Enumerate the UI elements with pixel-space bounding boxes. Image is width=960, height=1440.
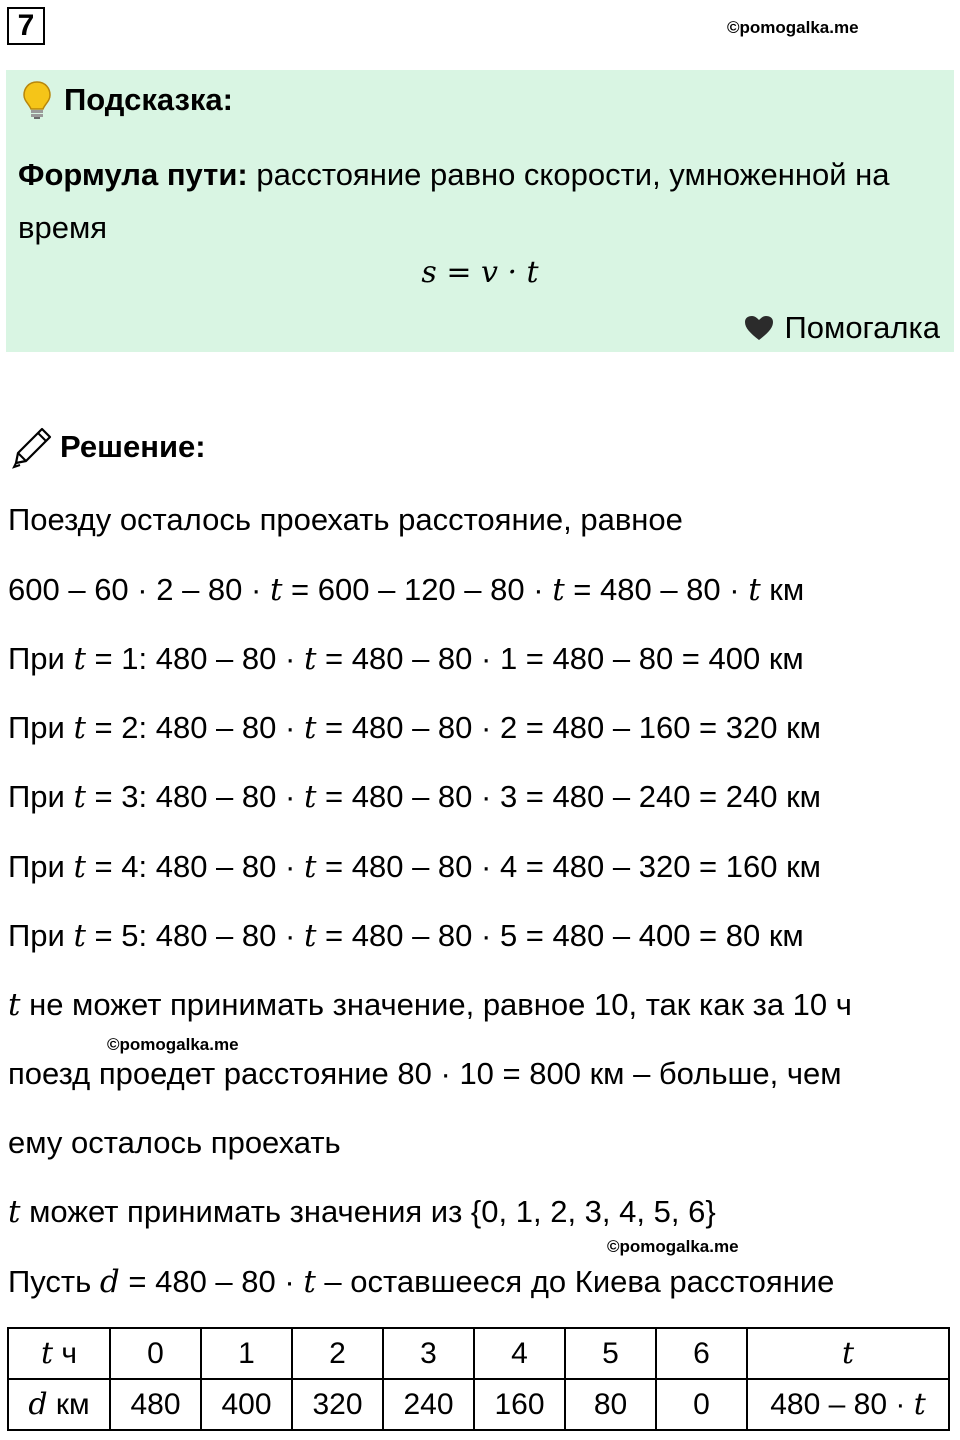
table-cell: 320: [292, 1379, 383, 1430]
var-t: t: [303, 849, 317, 885]
case-prefix: При: [8, 710, 74, 745]
table-cell: 0: [656, 1379, 747, 1430]
expr-part: = 600 – 120 – 80 ·: [282, 572, 553, 607]
let-text: – оставшееся до Киева расстояние: [315, 1264, 835, 1299]
var-t: t: [748, 572, 761, 608]
var-t: t: [841, 1336, 855, 1371]
table-cell: 160: [474, 1379, 565, 1430]
case-prefix: При: [8, 779, 74, 814]
case-head: = 5: 480 – 80 ·: [85, 918, 304, 953]
note-line: [8, 985, 852, 1025]
table-cell: 80: [565, 1379, 656, 1430]
table-cell: 480: [110, 1379, 201, 1430]
let-text: Пусть: [8, 1264, 100, 1299]
table-cell: [747, 1379, 949, 1430]
case-prefix: При: [8, 849, 74, 884]
case-tail: = 480 – 80 · 1 = 480 – 80 = 400 км: [316, 641, 804, 676]
case-line: [8, 777, 821, 817]
solution-title-text: Решение:: [60, 429, 206, 464]
table-header-t: [8, 1328, 110, 1379]
watermark-bottom: ©pomogalka.me: [607, 1237, 739, 1256]
var-t: t: [303, 1264, 316, 1300]
var-t: t: [40, 1336, 54, 1371]
var-t: t: [552, 572, 565, 608]
watermark-top: ©pomogalka.me: [727, 18, 859, 37]
lightbulb-icon: [22, 80, 52, 120]
table-cell: 5: [565, 1328, 656, 1379]
formula-label: Формула пути:: [18, 157, 248, 192]
solution-intro: Поезду осталось проехать расстояние, равное: [8, 502, 683, 537]
solution-expression: [8, 570, 804, 610]
table-cell: 2: [292, 1328, 383, 1379]
table-cell: 0: [110, 1328, 201, 1379]
formula: s = v · t: [421, 255, 539, 290]
note-line: поезд проедет расстояние 80 · 10 = 800 км – больше, чем: [8, 1056, 842, 1091]
table-cell: 400: [201, 1379, 292, 1430]
var-t: t: [303, 710, 317, 746]
var-t: t: [269, 572, 283, 608]
formula-part: 480 – 80 ·: [770, 1388, 914, 1421]
var-t: t: [73, 849, 86, 885]
domain-line: [8, 1192, 716, 1232]
case-tail: = 480 – 80 · 2 = 480 – 160 = 320 км: [316, 710, 821, 745]
var-t: t: [303, 779, 317, 815]
table-cell: 1: [201, 1328, 292, 1379]
var-d: d: [99, 1264, 120, 1300]
expr-part: = 480 – 80 ·: [564, 572, 749, 607]
case-tail: = 480 – 80 · 5 = 480 – 400 = 80 км: [316, 918, 804, 953]
case-head: = 4: 480 – 80 ·: [85, 849, 304, 884]
var-t: t: [73, 710, 86, 746]
problem-number: 7: [7, 7, 45, 45]
note-text: не может принимать значение, равное 10, так как за 10 ч: [20, 987, 852, 1022]
table-cell: 240: [383, 1379, 474, 1430]
solution-title: [10, 425, 206, 469]
heart-icon: [744, 315, 774, 341]
table-cell: 4: [474, 1328, 565, 1379]
unit: ч: [53, 1337, 78, 1370]
domain-text: может принимать значения из {0, 1, 2, 3, 4, 5, 6}: [20, 1194, 716, 1229]
var-t: t: [303, 641, 317, 677]
expr-part: 600 – 60 · 2 – 80 ·: [8, 572, 270, 607]
table-cell: 3: [383, 1328, 474, 1379]
table-cell: 6: [656, 1328, 747, 1379]
hint-title: [22, 80, 233, 120]
case-line: [8, 639, 804, 679]
case-head: = 2: 480 – 80 ·: [85, 710, 304, 745]
table-row-d: [8, 1379, 949, 1430]
expr-part: км: [760, 572, 805, 607]
var-t: t: [73, 641, 86, 677]
case-tail: = 480 – 80 · 3 = 480 – 240 = 240 км: [316, 779, 821, 814]
note-line: ему осталось проехать: [8, 1125, 341, 1160]
hint-body: [18, 148, 948, 254]
case-prefix: При: [8, 641, 74, 676]
var-t: t: [8, 987, 21, 1023]
var-t: t: [73, 918, 86, 954]
case-prefix: При: [8, 918, 74, 953]
case-head: = 1: 480 – 80 ·: [85, 641, 304, 676]
var-d: d: [28, 1387, 48, 1422]
brand: [744, 310, 940, 346]
case-tail: = 480 – 80 · 4 = 480 – 320 = 160 км: [316, 849, 821, 884]
watermark-middle: ©pomogalka.me: [107, 1035, 239, 1054]
let-text: = 480 – 80 ·: [119, 1264, 304, 1299]
unit: км: [47, 1388, 90, 1421]
hint-title-text: Подсказка:: [64, 82, 233, 117]
var-t: t: [913, 1387, 926, 1422]
let-line: [8, 1262, 834, 1302]
table-row-t: [8, 1328, 949, 1379]
case-line: [8, 847, 821, 887]
case-line: [8, 708, 821, 748]
table-header-d: [8, 1379, 110, 1430]
formula-text: расстояние равно скорости, умноженной на время: [18, 157, 890, 245]
values-table: [7, 1327, 950, 1431]
var-t: t: [73, 779, 86, 815]
case-line: [8, 916, 804, 956]
var-t: t: [303, 918, 317, 954]
table-cell: [747, 1328, 949, 1379]
var-t: t: [8, 1194, 21, 1230]
brand-text: Помогалка: [784, 310, 940, 345]
pencil-icon: [10, 425, 54, 469]
case-head: = 3: 480 – 80 ·: [85, 779, 304, 814]
